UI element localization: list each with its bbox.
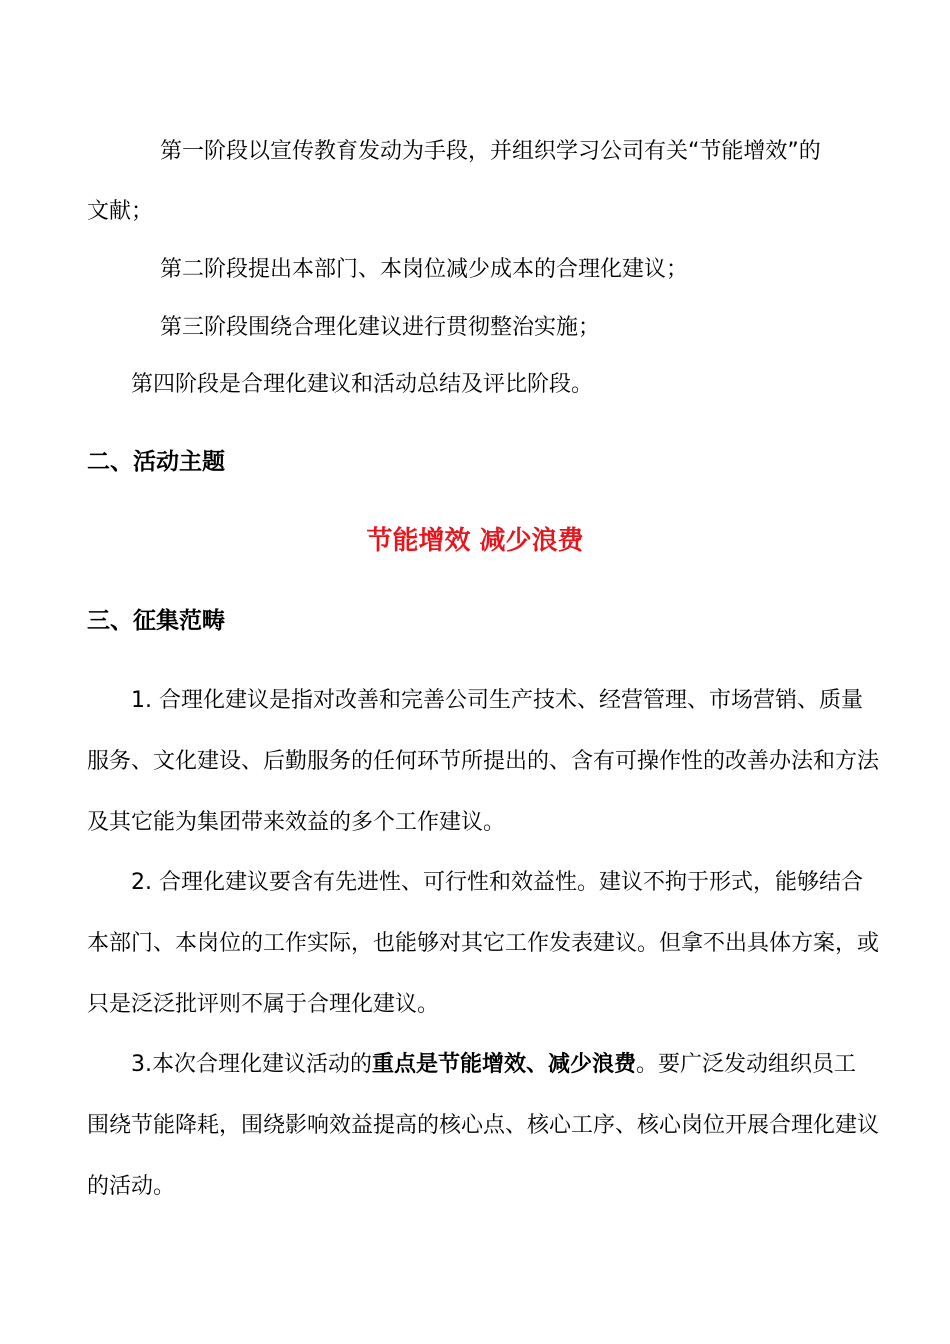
item3-emphasis: 重点是节能增效、减少浪费 bbox=[372, 1052, 637, 1077]
stage4-text: 第四阶段是合理化建议和活动总结及评比阶段。 bbox=[131, 372, 594, 397]
section2-heading: 二、活动主题 bbox=[87, 449, 225, 475]
item3-text-start: 3.本次合理化建议活动的 bbox=[131, 1052, 372, 1077]
item3-line-3: 的活动。 bbox=[87, 1174, 176, 1199]
activity-theme: 节能增效 减少浪费 bbox=[366, 526, 584, 556]
stage2-text: 第二阶段提出本部门、本岗位减少成本的合理化建议； bbox=[160, 257, 689, 282]
item3-text-end: 。要广泛发动组织员工 bbox=[636, 1052, 857, 1077]
item2-line-2: 本部门、本岗位的工作实际，也能够对其它工作发表建议。但拿不出具体方案，或 bbox=[87, 931, 880, 956]
item3-line-1 bbox=[131, 1050, 856, 1080]
stage1-line-2: 文献； bbox=[87, 199, 154, 224]
item1-line-3: 及其它能为集团带来效益的多个工作建议。 bbox=[87, 810, 506, 835]
item1-line-1: 1. 合理化建议是指对改善和完善公司生产技术、经营管理、市场营销、质量 bbox=[131, 688, 863, 713]
section3-heading: 三、征集范畴 bbox=[87, 608, 225, 634]
stage1-line-1: 第一阶段以宣传教育发动为手段，并组织学习公司有关“节能增效”的 bbox=[160, 139, 821, 164]
stage3-text: 第三阶段围绕合理化建议进行贯彻整治实施； bbox=[160, 315, 601, 340]
item1-line-2: 服务、文化建设、后勤服务的任何环节所提出的、含有可操作性的改善办法和方法 bbox=[87, 749, 880, 774]
item2-line-1: 2. 合理化建议要含有先进性、可行性和效益性。建议不拘于形式，能够结合 bbox=[131, 870, 863, 895]
item2-line-3: 只是泛泛批评则不属于合理化建议。 bbox=[87, 992, 440, 1017]
item3-line-2: 围绕节能降耗，围绕影响效益提高的核心点、核心工序、核心岗位开展合理化建议 bbox=[87, 1113, 880, 1138]
